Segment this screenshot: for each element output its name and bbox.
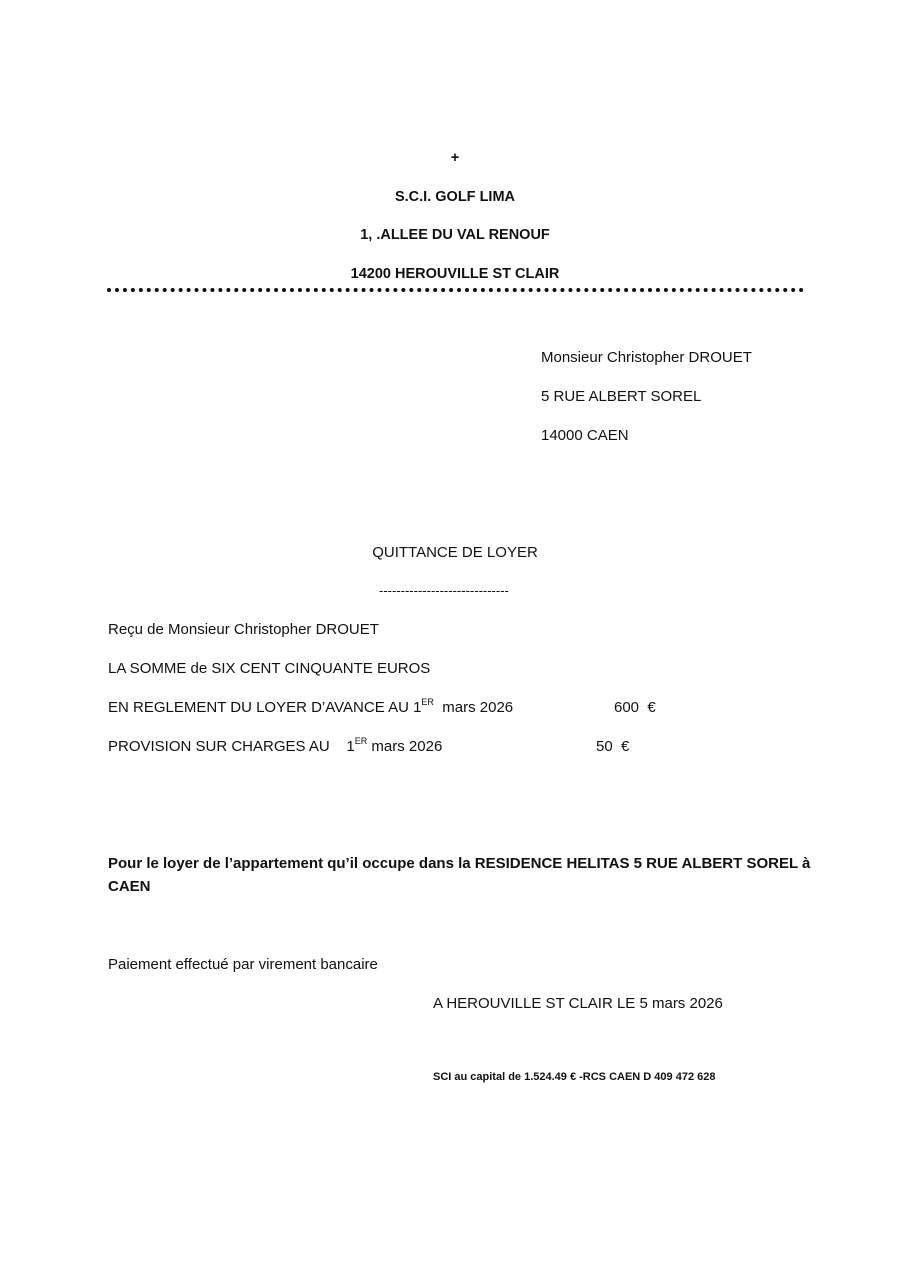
place-and-date: A HEROUVILLE ST CLAIR LE 5 mars 2026 xyxy=(433,995,723,1012)
title-underline: ------------------------------ xyxy=(379,583,509,598)
rent-line-sup: ER xyxy=(421,697,434,707)
charges-line-sup: ER xyxy=(354,736,368,746)
rent-line-label xyxy=(108,699,513,717)
charges-line-label-a: PROVISION SUR CHARGES AU 1 xyxy=(108,738,355,755)
legal-footer: SCI au capital de 1.524.49 € -RCS CAEN D 409 472 628 xyxy=(433,1071,716,1083)
rent-line-label-a: EN REGLEMENT DU LOYER D’AVANCE AU 1 xyxy=(108,699,422,716)
rent-line-label-b: mars 2026 xyxy=(433,699,514,716)
recipient-city: 14000 CAEN xyxy=(541,427,629,444)
recipient-name: Monsieur Christopher DROUET xyxy=(541,349,752,366)
sender-address-line2: 14200 HEROUVILLE ST CLAIR xyxy=(350,266,560,282)
company-name: S.C.I. GOLF LIMA xyxy=(394,189,516,205)
payment-method: Paiement effectué par virement bancaire xyxy=(108,956,378,973)
purpose-line2: CAEN xyxy=(108,878,151,895)
charges-line-label xyxy=(108,738,442,756)
rent-amount: 600 € xyxy=(614,699,656,716)
amount-in-words: LA SOMME de SIX CENT CINQUANTE EUROS xyxy=(108,660,431,677)
header-mark: + xyxy=(450,150,460,166)
header-divider xyxy=(107,288,804,292)
received-from: Reçu de Monsieur Christopher DROUET xyxy=(108,621,379,638)
charges-line-label-b: mars 2026 xyxy=(367,738,443,755)
charges-amount: 50 € xyxy=(596,738,630,755)
sender-address-line1: 1, .ALLEE DU VAL RENOUF xyxy=(360,227,550,243)
document-title: QUITTANCE DE LOYER xyxy=(372,544,538,561)
recipient-street: 5 RUE ALBERT SOREL xyxy=(541,388,702,405)
purpose-line1: Pour le loyer de l’appartement qu’il occupe dans la RESIDENCE HELITAS 5 RUE ALBERT SOREL à xyxy=(108,855,811,872)
